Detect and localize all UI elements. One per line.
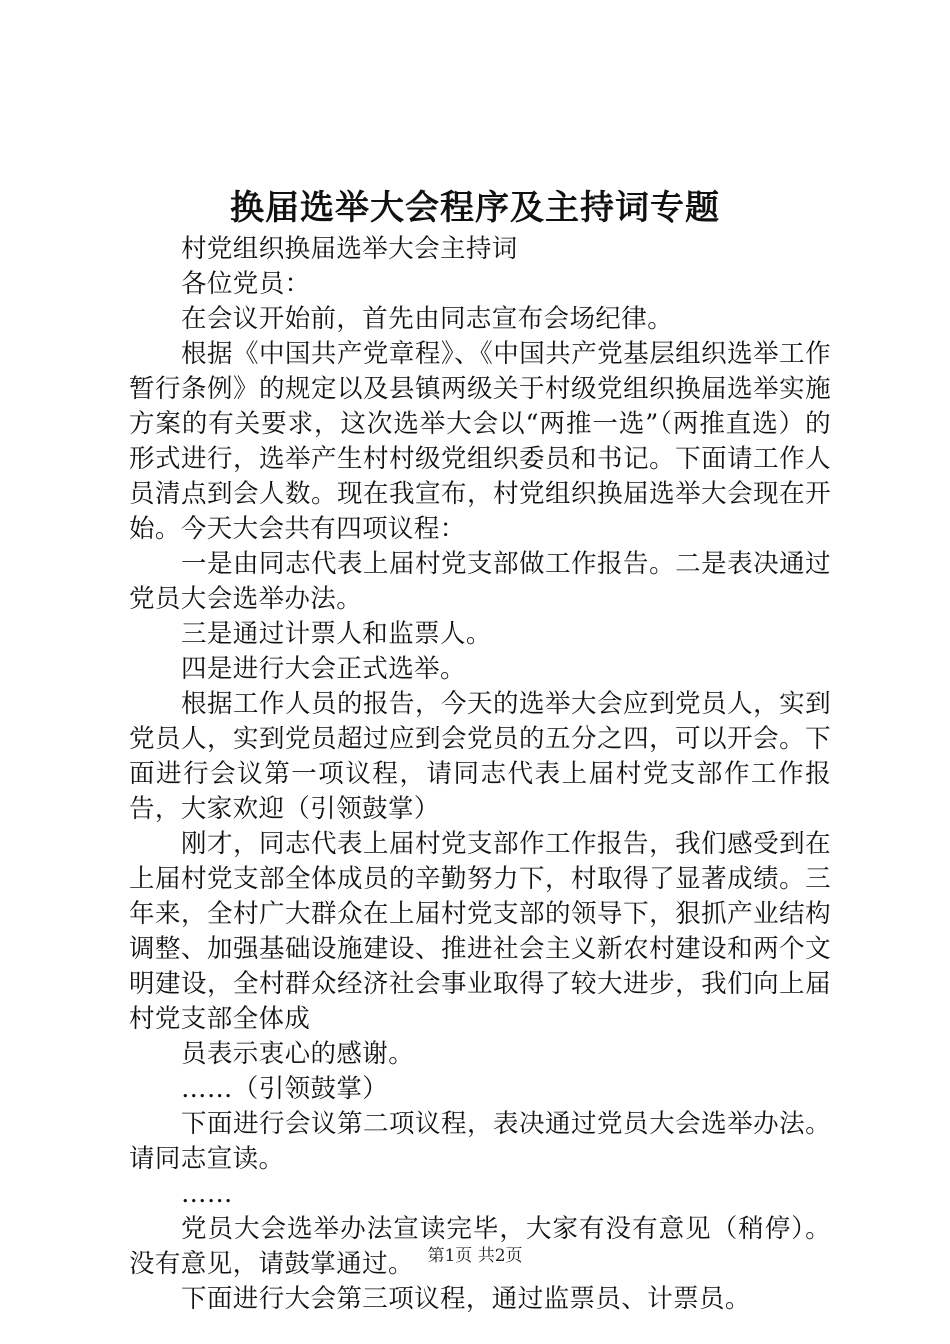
paragraph: 一是由同志代表上届村党支部做工作报告。二是表决通过党员大会选举办法。 (129, 549, 831, 614)
paragraph: 刚才，同志代表上届村党支部作工作报告，我们感受到在上届村党支部全体成员的辛勤努力下，村取得了显著成绩。三年来，全村广大群众在上届村党支部的领导下，狠抓产业结构调整、加强基础设施建设、推进社会主义新农村建设和两个文明建设，全村群众经济社会事业取得了较大进步，我们向上届村党支部全体成 (129, 829, 831, 1034)
paragraph: ……（引领鼓掌） (181, 1074, 389, 1104)
paragraph: 员表示衷心的感谢。 (181, 1039, 415, 1069)
paragraph: 四是进行大会正式选举。 (181, 654, 466, 684)
document-body (129, 232, 831, 1317)
paragraph: 下面进行会议第二项议程，表决通过党员大会选举办法。请同志宣读。 (129, 1109, 831, 1174)
paragraph: 党员大会选举办法宣读完毕，大家有没有意见（稍停）。没有意见，请鼓掌通过。 (129, 1214, 831, 1279)
document-title: 换届选举大会程序及主持词专题 (230, 188, 720, 228)
paragraph: 三是通过计票人和监票人。 (181, 619, 492, 649)
paragraph: 在会议开始前，首先由同志宣布会场纪律。 (181, 304, 674, 334)
paragraph-heading: 村党组织换届选举大会主持词 (181, 234, 518, 264)
paragraph: 根据工作人员的报告，今天的选举大会应到党员人，实到党员人，实到党员超过应到会党员的五分之四，可以开会。下面进行会议第一项议程，请同志代表上届村党支部作工作报告，大家欢迎（引领鼓掌） (129, 689, 831, 824)
paragraph-ellipsis: …… (181, 1179, 233, 1209)
page-number-footer: 第1页 共2页 (427, 1246, 523, 1266)
paragraph-salutation: 各位党员： (181, 269, 311, 299)
paragraph: 下面进行大会第三项议程，通过监票员、计票员。 (181, 1284, 751, 1314)
paragraph: 根据《中国共产党章程》、《中国共产党基层组织选举工作暂行条例》的规定以及县镇两级关于村级党组织换届选举实施方案的有关要求，这次选举大会以“两推一选”（两推直选）的形式进行，选举产生村村级党组织委员和书记。下面请工作人员清点到会人数。现在我宣布，村党组织换届选举大会现在开始。今天大会共有四项议程： (129, 339, 831, 544)
